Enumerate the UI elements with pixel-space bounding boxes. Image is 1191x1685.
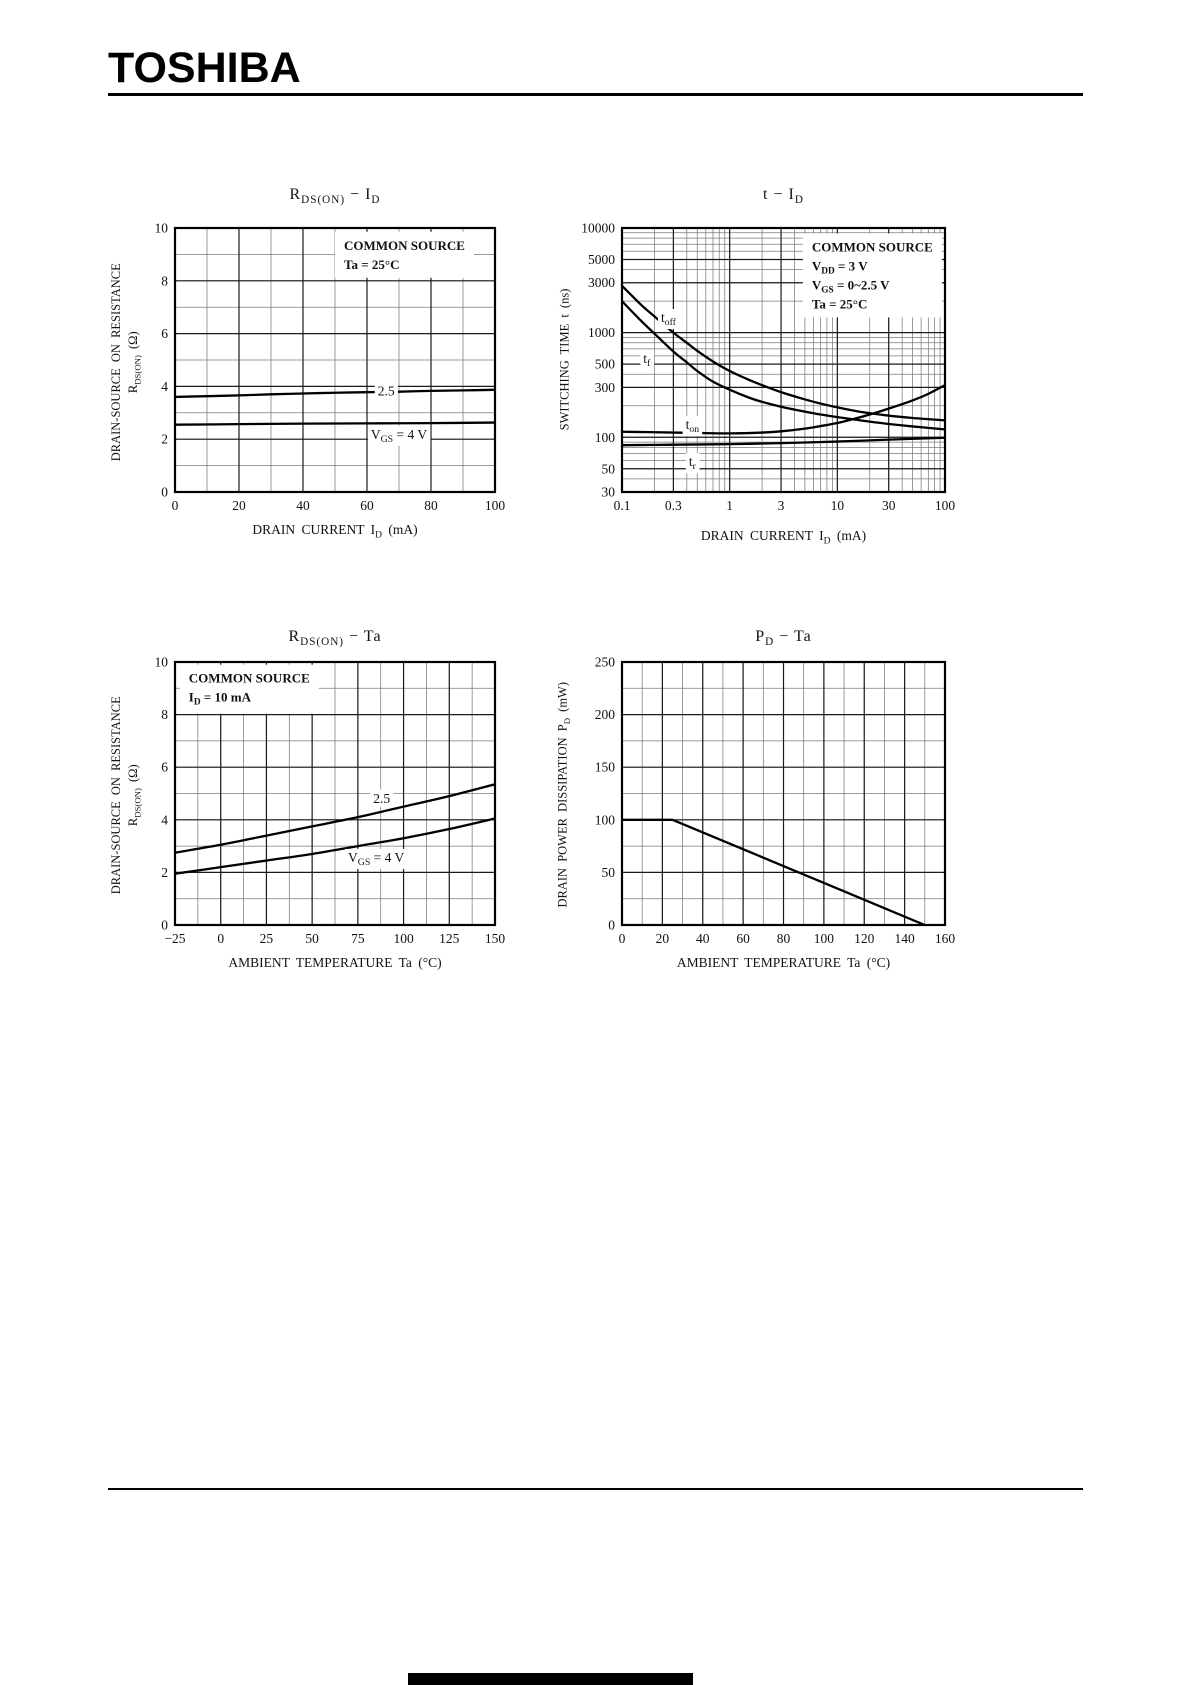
curve-label [640,350,654,370]
conditions-box [803,233,942,317]
svg-text:150: 150 [594,759,615,775]
svg-text:ID = 10 mA: $I_D = 10$ mA [188,689,251,708]
svg-text:100: 100 [813,931,834,946]
svg-text:6: 6 [161,326,168,342]
x-axis-label: DRAIN CURRENT $I_D$ (mA) [700,528,867,547]
svg-text:100: 100 [594,812,615,828]
curve-label [345,849,407,869]
svg-text:2.5: 2.5 [373,790,391,806]
svg-text:COMMON SOURCE: COMMON SOURCE [188,670,310,686]
svg-text:0: 0 [171,498,179,513]
svg-text:75: 75 [351,931,365,946]
svg-text:50: 50 [601,461,615,477]
footer-bar [408,1673,693,1685]
svg-text:VGS = 4 V: $V_{GS} = 4$ V [348,849,405,868]
svg-text:VGS = 4 V: $V_{GS} = 4$ V [370,426,428,445]
svg-text:20: 20 [655,931,670,946]
y-axis-label-line: $R_{DS(ON)}$ (Ω) [125,331,143,394]
svg-text:−25: −25 [164,931,186,946]
svg-text:0: 0 [161,917,168,933]
svg-text:160: 160 [934,931,956,946]
svg-text:100: 100 [594,429,615,445]
svg-text:100: 100 [484,498,506,513]
svg-text:0.1: 0.1 [613,498,631,513]
svg-text:1: 1 [726,498,734,513]
plot-pd-vs-ta [575,650,975,955]
curve-label [370,790,393,807]
plot-rdson-vs-id [130,220,520,520]
svg-text:COMMON SOURCE: COMMON SOURCE [811,239,933,255]
svg-text:2.5: 2.5 [377,383,395,399]
svg-text:2: 2 [161,431,168,447]
y-axis-label-line: DRAIN-SOURCE ON RESISTANCE [108,263,123,462]
svg-text:30: 30 [601,484,615,500]
svg-text:0: 0 [618,931,626,946]
svg-text:0.3: 0.3 [664,498,682,513]
svg-text:3: 3 [777,498,785,513]
y-axis-label [557,190,574,530]
svg-text:120: 120 [854,931,875,946]
svg-text:4: 4 [161,378,168,394]
svg-text:8: 8 [161,707,168,723]
y-axis-label-line: DRAIN-SOURCE ON RESISTANCE [108,696,123,895]
header-rule [108,93,1083,96]
svg-text:50: 50 [601,864,615,880]
svg-text:40: 40 [696,931,710,946]
conditions-box [180,665,319,714]
svg-text:300: 300 [594,379,615,395]
y-axis-label-line: DRAIN POWER DISSIPATION $P_D$ (mW) [555,681,572,908]
svg-text:VGS = 0~2.5 V: $V_{GS}$ = 0~2.5 V [811,277,890,296]
svg-text:200: 200 [594,707,615,723]
svg-text:20: 20 [232,498,246,513]
svg-text:Ta = 25°C: Ta = 25°C [811,296,868,312]
y-axis-label [554,625,576,965]
x-axis-label: AMBIENT TEMPERATURE Ta (°C) [676,955,891,970]
brand-logo: TOSHIBA [108,44,301,92]
svg-text:40: 40 [296,498,310,513]
svg-text:125: 125 [439,931,460,946]
curve-label [658,309,680,329]
svg-text:1000: 1000 [588,325,615,341]
curve-label [686,453,700,473]
footer-rule [108,1488,1083,1490]
svg-text:10000: 10000 [581,220,615,236]
svg-text:0: 0 [608,917,615,933]
svg-text:30: 30 [881,498,896,513]
plot-switching-time-vs-id [575,218,975,523]
svg-text:10: 10 [154,220,168,236]
svg-text:10: 10 [154,654,168,670]
y-axis-label-line: SWITCHING TIME t (ns) [557,288,572,431]
svg-text:50: 50 [305,931,319,946]
x-axis-label: AMBIENT TEMPERATURE Ta (°C) [228,955,442,970]
svg-text:80: 80 [776,931,791,946]
svg-text:250: 250 [594,654,615,670]
svg-text:60: 60 [360,498,374,513]
svg-text:8: 8 [161,273,168,289]
svg-text:25: 25 [259,931,274,946]
curve-label [375,383,398,400]
svg-text:60: 60 [736,931,750,946]
chart-title: $R_{DS(ON)} - Ta$ [288,628,382,649]
chart-title: $P_D - Ta$ [755,628,812,649]
chart-title: $R_{DS(ON)} - I_D$ [289,186,381,207]
svg-text:500: 500 [594,356,615,372]
svg-text:3000: 3000 [588,275,615,291]
svg-text:5000: 5000 [588,252,615,268]
svg-text:2: 2 [161,864,168,880]
chart-title: $t - I_D$ [763,186,804,207]
x-axis-label: DRAIN CURRENT $I_D$ (mA) [252,522,418,541]
svg-text:100: 100 [393,931,414,946]
curve-label [368,426,430,446]
svg-text:0: 0 [161,484,168,500]
svg-text:4: 4 [161,812,168,828]
svg-text:tr: $t_r$ [688,454,696,473]
svg-text:Ta = 25°C: Ta = 25°C [344,256,400,272]
svg-text:tf: $t_f$ [643,350,651,369]
svg-text:6: 6 [161,759,168,775]
svg-text:COMMON SOURCE: COMMON SOURCE [344,237,465,253]
svg-text:140: 140 [894,931,915,946]
svg-text:toff: $t_{off}$ [660,310,676,329]
svg-text:100: 100 [934,498,956,513]
svg-text:0: 0 [217,931,225,946]
plot-rdson-vs-ta [130,650,520,955]
svg-text:80: 80 [424,498,438,513]
svg-text:VDD = 3 V: $V_{DD} = 3$ V [811,258,868,277]
y-axis-label-line: $R_{DS(ON)}$ (Ω) [125,764,143,827]
svg-text:10: 10 [830,498,845,513]
svg-text:ton: $t_{on}$ [685,417,700,436]
conditions-box [335,232,474,278]
curve-label [683,416,703,436]
svg-text:150: 150 [484,931,506,946]
